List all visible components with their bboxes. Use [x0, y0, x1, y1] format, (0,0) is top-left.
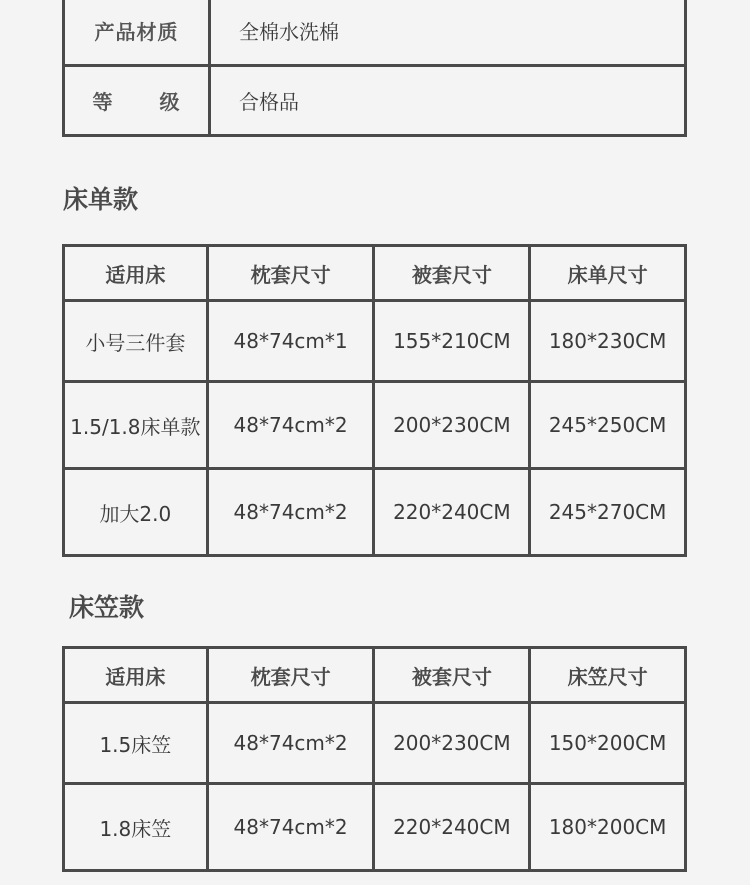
- material-row: [64, 0, 686, 66]
- cell-sheet: 245*270CM: [530, 469, 686, 556]
- table-row: [64, 382, 686, 469]
- product-info-table: [62, 0, 687, 137]
- cell-pillowcase: 48*74cm*2: [207, 382, 374, 469]
- table-header-row: [64, 246, 686, 301]
- material-label: 产品材质: [64, 0, 210, 66]
- cell-bed: 1.8床笠: [64, 784, 208, 871]
- header-fitted: 床笠尺寸: [530, 648, 686, 703]
- cell-bed: 小号三件套: [64, 301, 208, 382]
- cell-pillowcase: 48*74cm*2: [207, 703, 374, 784]
- table-header-row: [64, 648, 686, 703]
- header-bed: 适用床: [64, 246, 208, 301]
- header-duvet: 被套尺寸: [374, 648, 530, 703]
- grade-row: [64, 66, 686, 136]
- table-row: [64, 784, 686, 871]
- grade-value: 合格品: [210, 66, 686, 136]
- header-sheet: 床单尺寸: [530, 246, 686, 301]
- fitted-section-title: 床笠款: [69, 593, 145, 622]
- cell-duvet: 220*240CM: [374, 469, 530, 556]
- sheet-section-title: 床单款: [63, 185, 139, 214]
- cell-pillowcase: 48*74cm*2: [207, 469, 374, 556]
- grade-label-text: [93, 86, 181, 115]
- cell-pillowcase: 48*74cm*1: [207, 301, 374, 382]
- cell-sheet: 245*250CM: [530, 382, 686, 469]
- header-pillowcase: 枕套尺寸: [207, 648, 374, 703]
- cell-duvet: 220*240CM: [374, 784, 530, 871]
- cell-duvet: 200*230CM: [374, 703, 530, 784]
- grade-label-char-1: 等: [92, 90, 133, 114]
- cell-sheet: 180*230CM: [530, 301, 686, 382]
- header-bed: 适用床: [64, 648, 208, 703]
- cell-duvet: 200*230CM: [374, 382, 530, 469]
- header-pillowcase: 枕套尺寸: [207, 246, 374, 301]
- cell-fitted: 180*200CM: [530, 784, 686, 871]
- fitted-size-table: [62, 646, 687, 872]
- material-value: 全棉水洗棉: [210, 0, 686, 66]
- table-row: [64, 469, 686, 556]
- cell-bed: 加大2.0: [64, 469, 208, 556]
- header-duvet: 被套尺寸: [374, 246, 530, 301]
- grade-label: [64, 66, 210, 136]
- cell-bed: 1.5/1.8床单款: [64, 382, 208, 469]
- cell-duvet: 155*210CM: [374, 301, 530, 382]
- table-row: [64, 703, 686, 784]
- cell-bed: 1.5床笠: [64, 703, 208, 784]
- cell-pillowcase: 48*74cm*2: [207, 784, 374, 871]
- grade-label-char-2: 级: [159, 90, 181, 114]
- cell-fitted: 150*200CM: [530, 703, 686, 784]
- table-row: [64, 301, 686, 382]
- sheet-size-table: [62, 244, 687, 557]
